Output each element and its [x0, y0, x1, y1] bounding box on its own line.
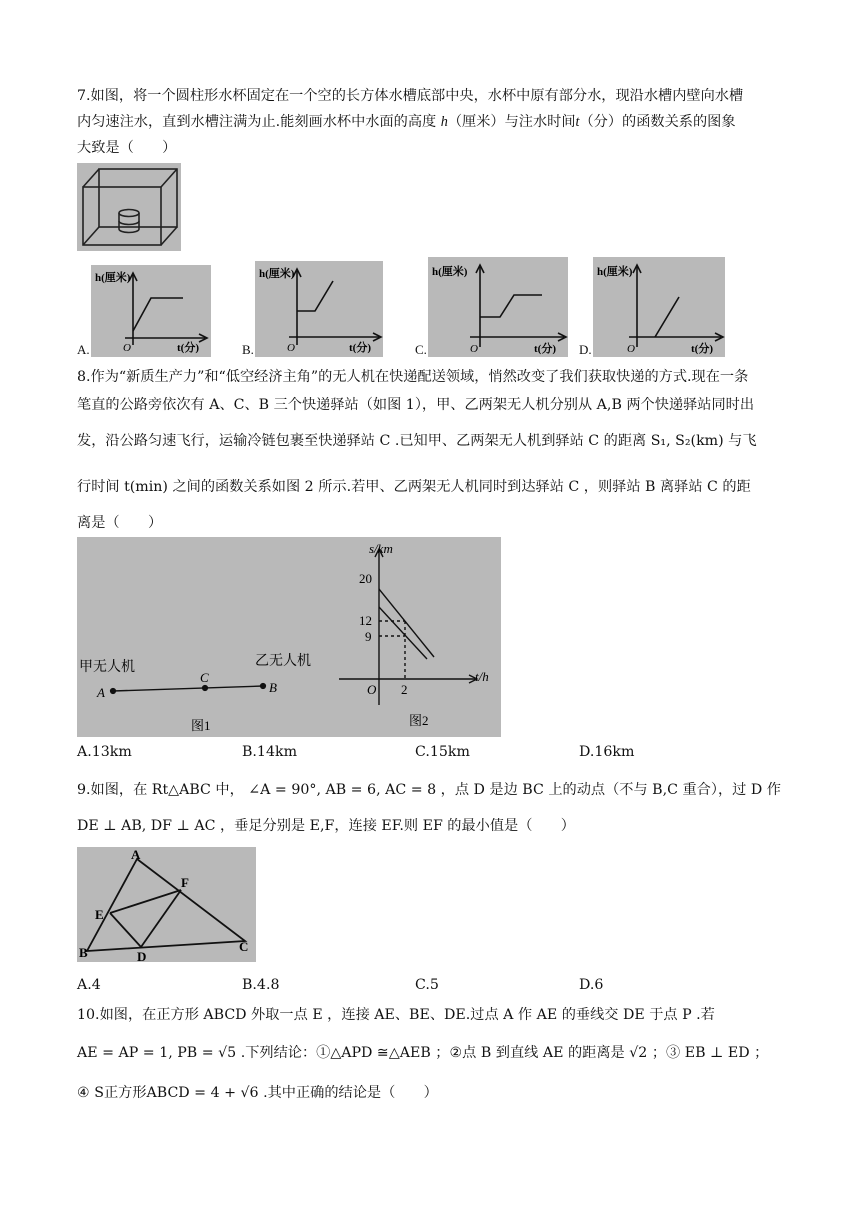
q8-choice-b[interactable]: B.14km — [242, 744, 298, 760]
q10-line-3: ④ S正方形ABCD = 4 + √6 .其中正确的结论是（ ） — [77, 1085, 438, 1101]
q7-d-y-axis: h(厘米) — [597, 266, 633, 278]
q7-option-c-graph[interactable] — [428, 257, 568, 357]
q7-line-2-text: 内匀速注水，直到水槽注满为止.能刻画水杯中水面的高度 — [77, 114, 437, 130]
q9-point-f: F — [181, 875, 189, 890]
q7-b-x-axis: t(分) — [349, 342, 371, 354]
q9-point-e: E — [95, 907, 104, 922]
q7-line-2 — [77, 111, 736, 131]
q8-line-3: 发，沿公路匀速飞行，运输冷链包裹至快递驿站 C .已知甲、乙两架无人机到驿站 C 的距离 S₁, S₂(km) 与飞 — [77, 433, 757, 449]
q7-tank-figure — [77, 163, 181, 251]
q7-c-x-axis: t(分) — [534, 343, 556, 355]
q7-option-d-label: D. — [579, 342, 592, 357]
q9-choice-a[interactable]: A.4 — [77, 977, 101, 993]
q8-line-4: 行时间 t(min) 之间的函数关系如图 2 所示.若甲、乙两架无人机同时到达驿站 C ，则驿站 B 离驿站 C 的距 — [77, 479, 751, 495]
q10-line-1: 10.如图，在正方形 ABCD 外取一点 E ，连接 AE、BE、DE.过点 A 作 AE 的垂线交 DE 于点 P .若 — [77, 1007, 715, 1023]
fig1-point-b: B — [269, 680, 277, 695]
q9-point-d: D — [137, 949, 147, 962]
q9-point-c: C — [239, 939, 249, 954]
q7-b-origin: O — [287, 342, 295, 354]
q7-a-origin: O — [123, 342, 131, 354]
q8-choice-c[interactable]: C.15km — [415, 744, 470, 760]
q7-option-b-graph[interactable] — [255, 261, 383, 357]
fig2-x-label: t/h — [475, 669, 489, 684]
q7-d-x-axis: t(分) — [691, 343, 713, 355]
q8-figures — [77, 537, 501, 737]
fig2-caption: 图2 — [409, 713, 429, 728]
q7-option-d-graph[interactable] — [593, 257, 725, 357]
q9-choice-c[interactable]: C.5 — [415, 977, 439, 993]
q10-line-2: AE = AP = 1, PB = √5 .下列结论：①△APD ≅△AEB ；②点 B 到直线 AE 的距离是 √2 ；③ EB ⊥ ED ； — [77, 1045, 769, 1061]
q9-point-a: A — [131, 847, 141, 862]
fig1-point-a: A — [97, 685, 105, 700]
q7-option-b-label: B. — [242, 342, 254, 357]
fig2-y-tick-20: 20 — [359, 571, 372, 586]
q8-choice-a[interactable]: A.13km — [77, 744, 132, 760]
q7-line-3: 大致是（ ） — [77, 140, 177, 156]
q7-line-1: 7.如图，将一个圆柱形水杯固定在一个空的长方体水槽底部中央，水杯中原有部分水，现沿水槽内壁向水槽 — [77, 88, 744, 104]
q9-point-b: B — [79, 945, 88, 960]
q9-line-1: 9.如图，在 Rt△ABC 中， ∠A = 90°, AB = 6, AC = 8 ，点 D 是边 BC 上的动点（不与 B,C 重合），过 D 作 — [77, 782, 781, 798]
fig1-caption: 图1 — [191, 718, 211, 733]
q7-option-c-label: C. — [415, 342, 427, 357]
q9-choice-b[interactable]: B.4.8 — [242, 977, 280, 993]
fig1-jia-label: 甲无人机 — [79, 660, 135, 675]
q7-line-2-mid: （厘米）与注水时间 — [447, 114, 576, 130]
q9-choice-d[interactable]: D.6 — [579, 977, 604, 993]
fig1-point-c: C — [200, 670, 209, 685]
fig2-y-label: s/km — [369, 541, 393, 556]
q8-line-2: 笔直的公路旁依次有 A、C、B 三个快递驿站（如图 1），甲、乙两架无人机分别从 A,B 两个快递驿站同时出 — [77, 397, 755, 413]
fig2-y-tick-12: 12 — [359, 613, 372, 628]
fig2-origin: O — [367, 682, 377, 697]
q9-triangle-figure — [77, 847, 256, 962]
fig2-y-tick-9: 9 — [365, 629, 372, 644]
q7-var-h: h — [440, 114, 448, 130]
q7-a-x-axis: t(分) — [177, 342, 199, 354]
q8-line-5: 离是（ ） — [77, 515, 163, 531]
fig1-yi-label: 乙无人机 — [255, 654, 311, 669]
q7-line-2-tail: （分）的函数关系的图象 — [579, 114, 736, 130]
q7-var-t: t — [575, 114, 580, 130]
q7-option-a-graph[interactable] — [91, 265, 211, 357]
q7-a-y-axis: h(厘米) — [95, 272, 131, 284]
q7-d-origin: O — [627, 343, 635, 355]
fig2-x-tick-2: 2 — [401, 682, 408, 697]
q8-choice-d[interactable]: D.16km — [579, 744, 635, 760]
q7-c-origin: O — [470, 343, 478, 355]
q7-b-y-axis: h(厘米) — [259, 268, 295, 280]
q7-c-y-axis: h(厘米) — [432, 266, 468, 278]
q7-option-a-label: A. — [77, 342, 90, 357]
q9-line-2: DE ⊥ AB, DF ⊥ AC ，垂足分别是 E,F，连接 EF.则 EF 的最小值是（ ） — [77, 818, 575, 834]
q8-line-1: 8.作为“新质生产力”和“低空经济主角”的无人机在快递配送领域，悄然改变了我们获取快递的方式.现在一条 — [77, 369, 749, 385]
